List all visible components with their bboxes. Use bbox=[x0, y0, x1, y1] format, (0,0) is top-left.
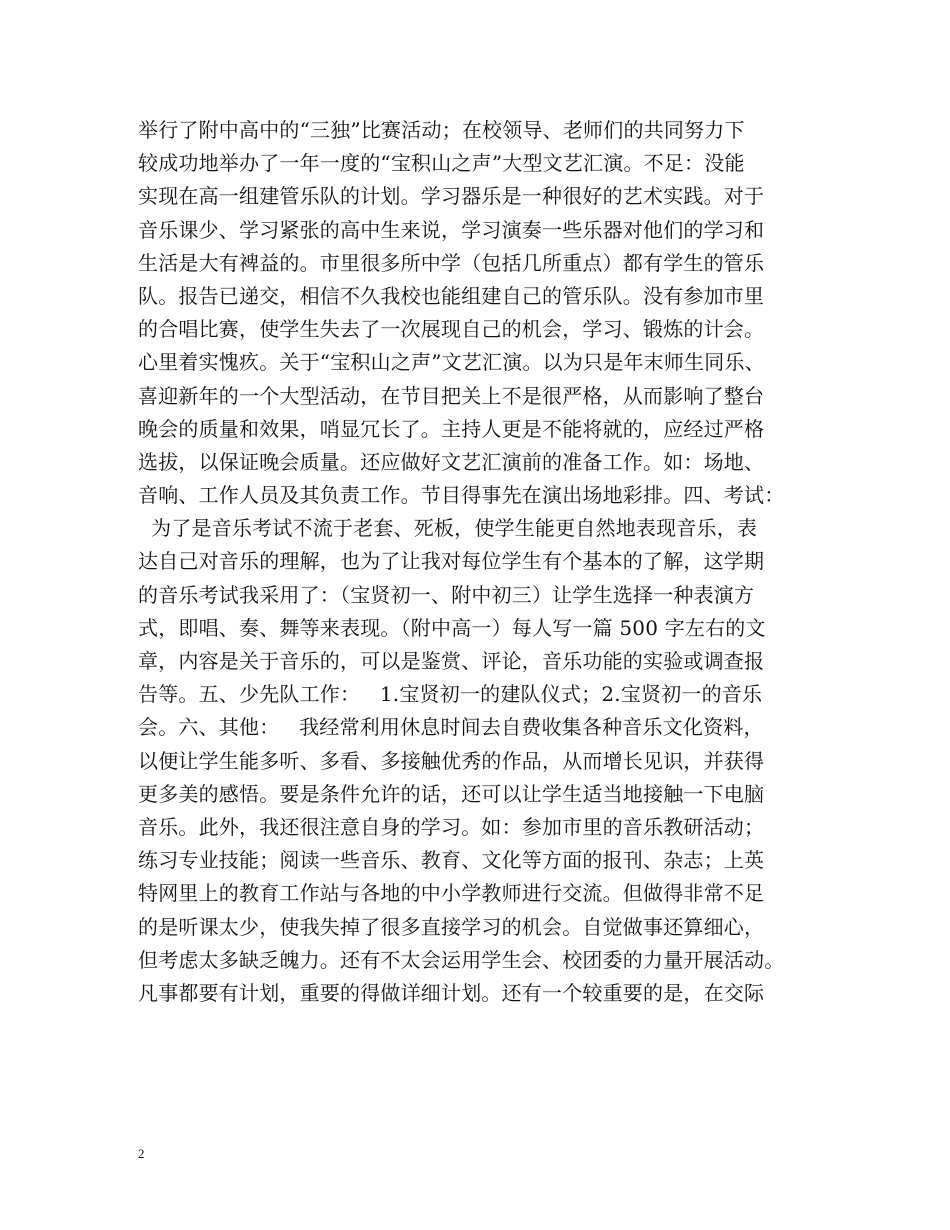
text-line: 告等。五、少先队工作： 1.宝贤初一的建队仪式；2.宝贤初一的音乐 bbox=[138, 682, 763, 707]
text-line: 为了是音乐考试不流于老套、死板，使学生能更自然地表现音乐，表 bbox=[138, 516, 758, 541]
text-line: 但考虑太多缺乏魄力。还有不太会运用学生会、校团委的力量开展活动。 bbox=[138, 947, 785, 972]
text-line: 心里着实愧疚。关于“宝积山之声”文艺汇演。以为只是年末师生同乐、 bbox=[138, 350, 765, 375]
text-line: 生活是大有裨益的。市里很多所中学（包括几所重点）都有学生的管乐 bbox=[138, 250, 765, 275]
text-line: 的音乐考试我采用了：（宝贤初一、附中初三）让学生选择一种表演方 bbox=[138, 582, 755, 607]
text-line: 选拔，以保证晚会质量。还应做好文艺汇演前的准备工作。如：场地、 bbox=[138, 449, 765, 474]
text-line: 实现在高一组建管乐队的计划。学习器乐是一种很好的艺术实践。对于 bbox=[138, 184, 765, 209]
text-line: 的是听课太少，使我失掉了很多直接学习的机会。自觉做事还算细心， bbox=[138, 914, 765, 939]
text-line: 会。六、其他： 我经常利用休息时间去自费收集各种音乐文化资料， bbox=[138, 715, 764, 740]
text-line: 凡事都要有计划，重要的得做详细计划。还有一个较重要的是，在交际 bbox=[138, 980, 765, 1005]
body-text bbox=[138, 114, 838, 1010]
text-line: 特网里上的教育工作站与各地的中小学教师进行交流。但做得非常不足 bbox=[138, 881, 765, 906]
text-line: 较成功地举办了一年一度的“宝积山之声”大型文艺汇演。不足：没能 bbox=[138, 151, 745, 176]
text-line: 队。报告已递交，相信不久我校也能组建自己的管乐队。没有参加市里 bbox=[138, 283, 765, 308]
text-line: 音乐。此外，我还很注意自身的学习。如：参加市里的音乐教研活动； bbox=[138, 814, 765, 839]
text-line: 达自己对音乐的理解，也为了让我对每位学生有个基本的了解，这学期 bbox=[138, 549, 765, 574]
text-line: 的合唱比赛，使学生失去了一次展现自己的机会，学习、锻炼的计会。 bbox=[138, 317, 765, 342]
text-line: 喜迎新年的一个大型活动，在节目把关上不是很严格，从而影响了整台 bbox=[138, 383, 765, 408]
text-line: 举行了附中高中的“三独”比赛活动；在校领导、老师们的共同努力下 bbox=[138, 118, 745, 142]
text-line: 音响、工作人员及其负责工作。节目得事先在演出场地彩排。四、考试： bbox=[138, 483, 785, 508]
text-line: 晚会的质量和效果，哨显冗长了。主持人更是不能将就的，应经过严格 bbox=[138, 416, 765, 441]
page-number: 2 bbox=[138, 1146, 145, 1161]
text-line: 式，即唱、奏、舞等来表现。（附中高一）每人写一篇 500 字左右的文 bbox=[138, 615, 766, 640]
text-line: 章，内容是关于音乐的，可以是鉴赏、评论，音乐功能的实验或调查报 bbox=[138, 649, 765, 673]
text-line: 更多美的感悟。要是条件允许的话，还可以让学生适当地接触一下电脑 bbox=[138, 781, 765, 806]
text-line: 练习专业技能；阅读一些音乐、教育、文化等方面的报刊、杂志；上英 bbox=[138, 848, 765, 873]
text-line: 以便让学生能多听、多看、多接触优秀的作品，从而增长见识，并获得 bbox=[138, 748, 765, 773]
text-line: 音乐课少、学习紧张的高中生来说，学习演奏一些乐器对他们的学习和 bbox=[138, 217, 765, 242]
